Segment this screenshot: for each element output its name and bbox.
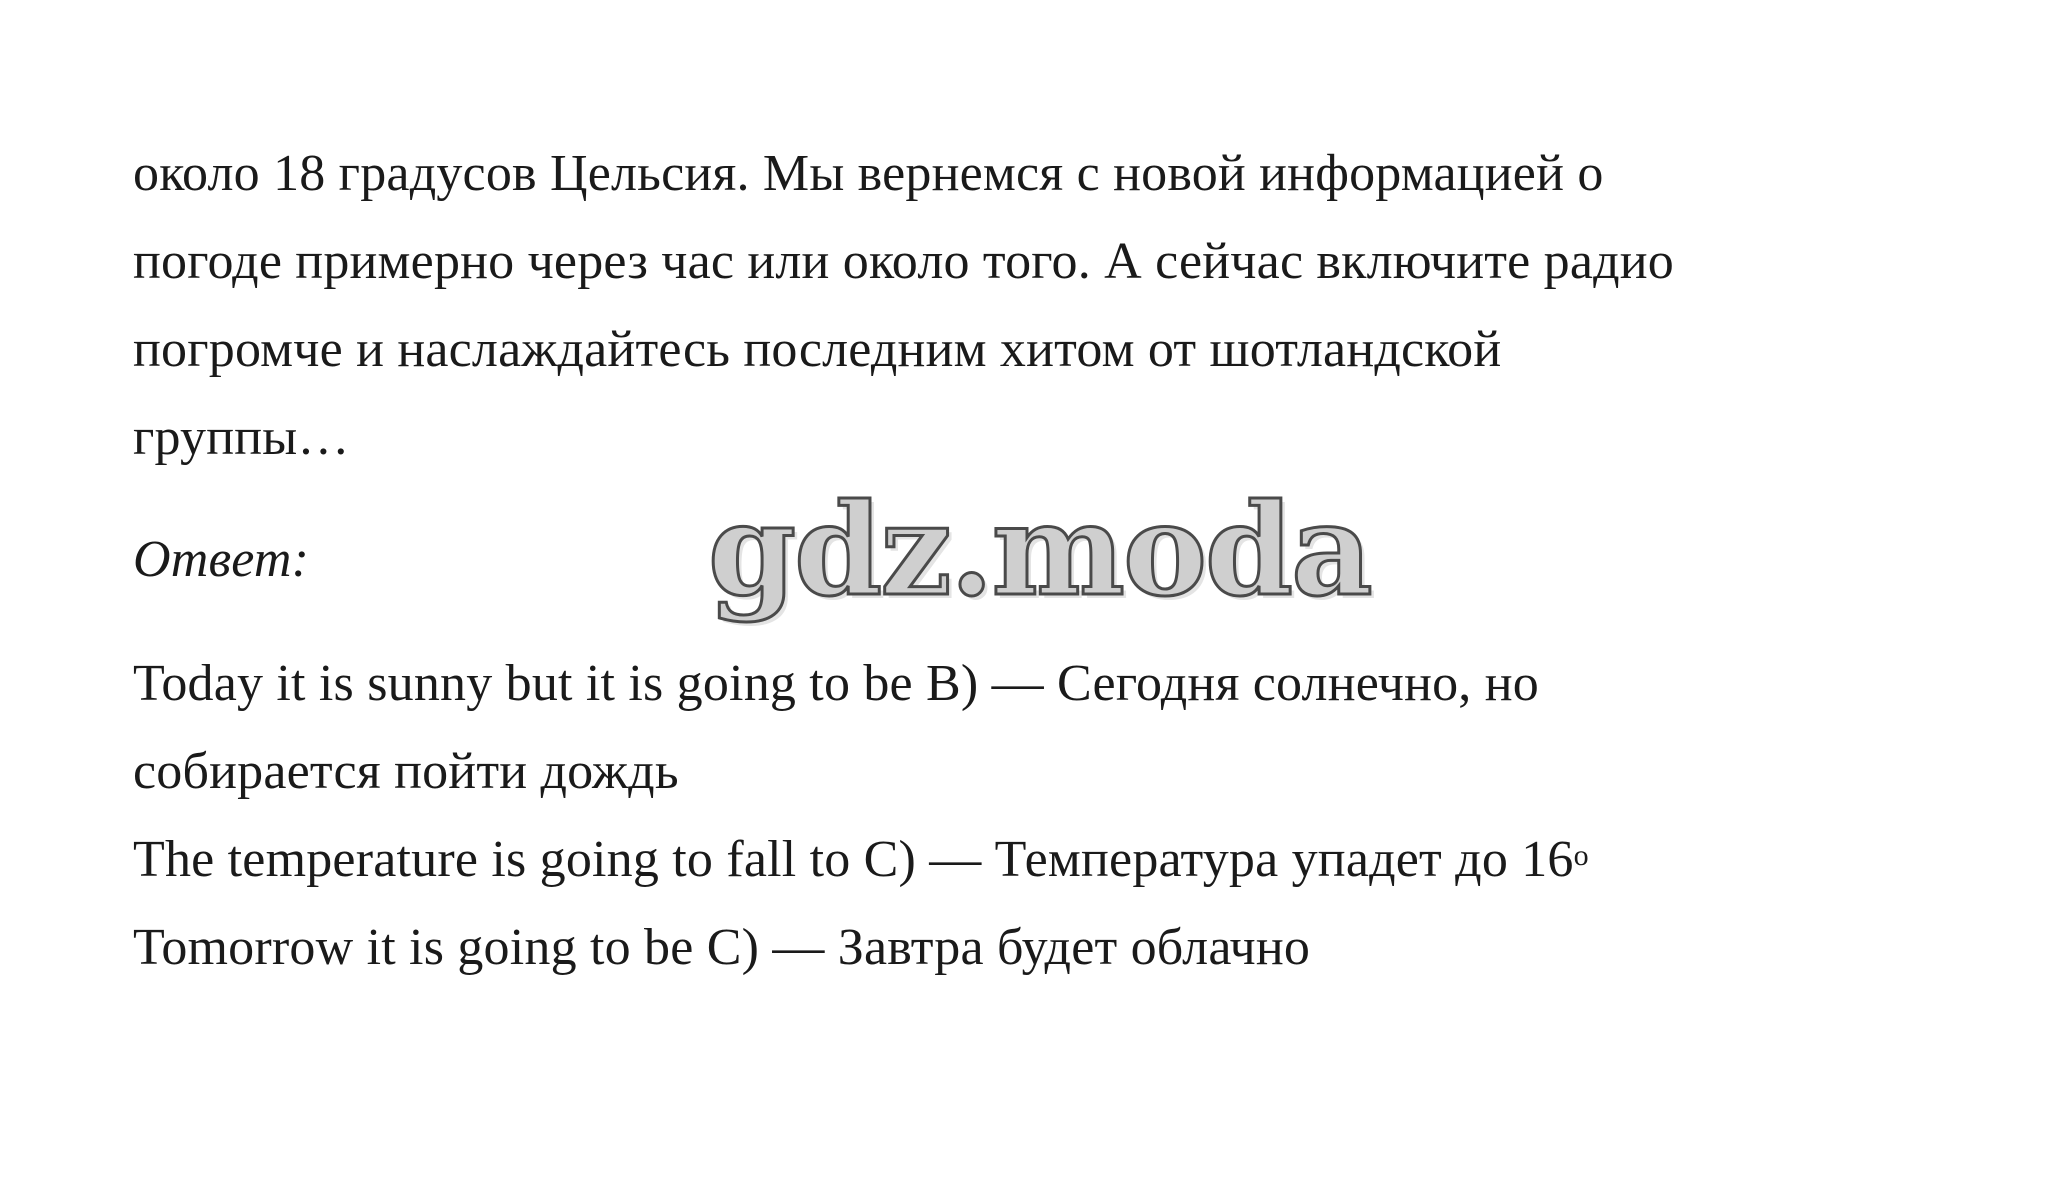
paragraph-line-2: погоде примерно через час или около того. А сейчас включите радио (133, 233, 1675, 290)
answer-line-2: собирается пойти дождь (133, 743, 679, 800)
paragraph-line-4: группы… (133, 409, 350, 466)
watermark-logo: gdz.moda (708, 476, 1371, 624)
paragraph-line-1: около 18 градусов Цельсия. Мы вернемся с новой информацией о (133, 145, 1604, 202)
paragraph-line-3: погромче и наслаждайтесь последним хитом от шотландской (133, 321, 1502, 378)
answer-line-1: Today it is sunny but it is going to be B) — Сегодня солнечно, но (133, 655, 1539, 712)
degree-sign: o (1573, 839, 1589, 872)
answer-line-3-text: The temperature is going to fall to C) — Температура упадет до 16 (133, 831, 1574, 888)
answer-line-4: Tomorrow it is going to be C) — Завтра будет облачно (133, 919, 1311, 976)
answer-label: Ответ: (133, 531, 310, 588)
answer-line-3 (133, 830, 1589, 890)
